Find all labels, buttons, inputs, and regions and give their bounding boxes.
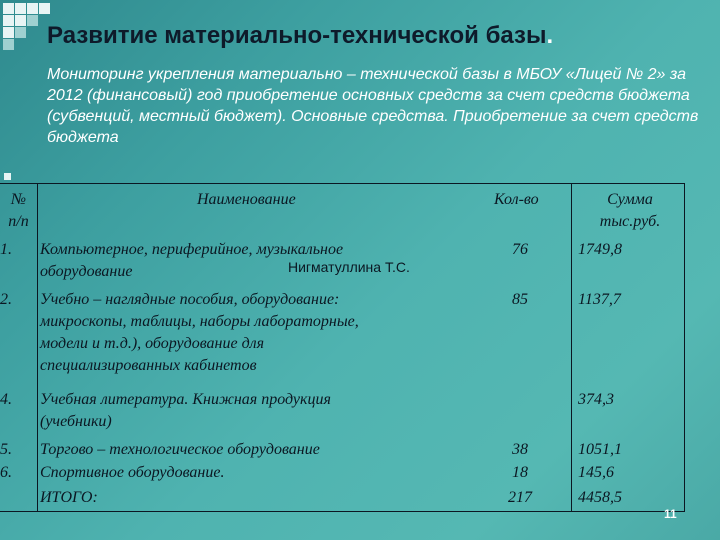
row-name-line: микроскопы, таблицы, наборы лабораторные, [40, 313, 359, 330]
header-name: Наименование [197, 191, 296, 208]
total-label: ИТОГО: [40, 489, 98, 506]
row-number: 4. [0, 391, 12, 408]
row-name-line: (учебники) [40, 413, 112, 430]
slide-title-text: Развитие материально-технической базы [47, 22, 547, 49]
header-number-line2: п/п [8, 213, 29, 230]
page-number: 11 [664, 507, 677, 521]
header-sum-line2: тыс.руб. [599, 213, 661, 230]
row-name-line: Учебно – наглядные пособия, оборудование: [40, 291, 340, 308]
corner-square-decoration [15, 15, 26, 26]
slide-title [47, 22, 553, 50]
row-number: 5. [0, 441, 12, 458]
header-sum [580, 189, 680, 233]
row-name [40, 389, 331, 433]
row-quantity: 38 [512, 441, 528, 458]
row-name-line: Учебная литература. Книжная продукция [40, 391, 331, 408]
header-number-line1: № [10, 191, 27, 208]
row-quantity: 18 [512, 464, 528, 481]
header-number [0, 189, 37, 233]
corner-square-decoration [27, 15, 38, 26]
corner-square-decoration [3, 3, 14, 14]
row-sum: 145,6 [578, 464, 614, 481]
row-quantity: 85 [512, 291, 528, 308]
corner-square-decoration [15, 27, 26, 38]
header-sum-line1: Сумма [607, 191, 653, 208]
row-name-line: оборудование [40, 263, 133, 280]
header-quantity: Кол-во [494, 191, 539, 208]
row-name-line: Компьютерное, периферийное, музыкальное [40, 241, 344, 258]
bullet-marker [4, 173, 11, 180]
corner-square-decoration [3, 39, 14, 50]
row-sum: 1051,1 [578, 441, 622, 458]
row-number: 1. [0, 241, 12, 258]
row-name: Спортивное оборудование. [40, 464, 225, 481]
row-sum: 1137,7 [578, 291, 621, 308]
corner-square-decoration [3, 27, 14, 38]
row-sum: 374,3 [578, 391, 614, 408]
total-quantity: 217 [508, 489, 532, 506]
corner-square-decoration [39, 3, 50, 14]
row-number: 6. [0, 464, 12, 481]
row-name-line: специализированных кабинетов [40, 357, 257, 374]
slide-title-period: . [546, 22, 554, 49]
row-name: Торгово – технологическое оборудование [40, 441, 320, 458]
corner-square-decoration [15, 3, 26, 14]
row-sum: 1749,8 [578, 241, 622, 258]
total-sum: 4458,5 [578, 489, 622, 506]
corner-square-decoration [3, 15, 14, 26]
row-name [40, 289, 359, 377]
slide-subtitle: Мониторинг укрепления материально – технической базы в МБОУ «Лицей № 2» за 2012 (финансовый) год приобретение основных средств за счет средств бюджета (субвенций, местный бюджет). Основные средства. Приобретение за счет средств бюджета [47, 66, 699, 146]
table-column-divider [37, 183, 38, 511]
row-quantity: 76 [512, 241, 528, 258]
row-name-line: модели и т.д.), оборудование для [40, 335, 265, 352]
table-column-divider [571, 183, 572, 511]
row-number: 2. [0, 291, 12, 308]
corner-square-decoration [27, 3, 38, 14]
author-note: Нигматуллина Т.С. [288, 259, 410, 275]
